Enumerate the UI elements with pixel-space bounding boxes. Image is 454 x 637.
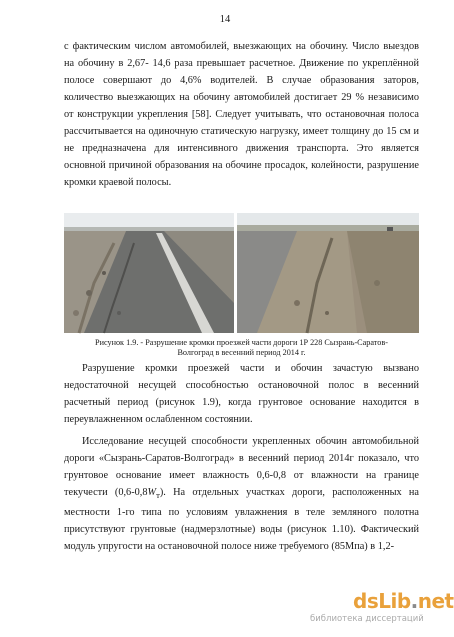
paragraph-3-part-1: Исследование несущей способности укрепленных обочин автомобильной дороги «Сызрань-Саратов-Волгоград» в весенний период 2014г показало, что грунтовое основание имеет влажность 0,6-0,8 от влажности на границе текучести (0,6-0,8	[64, 436, 419, 498]
road-edge-photo-right	[237, 213, 419, 333]
road-edge-photo-left	[64, 213, 234, 333]
w-symbol: W	[147, 487, 157, 498]
road-photo-right	[237, 213, 419, 333]
paragraph-2-block	[64, 360, 419, 555]
watermark	[310, 589, 454, 624]
page-number: 14	[219, 14, 231, 25]
w-subscript: т	[156, 490, 160, 501]
paragraph-1-block	[64, 38, 419, 191]
road-photo-left	[64, 213, 234, 333]
watermark-subtitle: библиотека диссертаций	[310, 614, 424, 624]
paragraph-3	[64, 433, 419, 555]
caption-line-1: Рисунок 1.9. - Разрушение кромки проезжей части дороги 1Р 228 Сызрань-Саратов-	[95, 338, 388, 347]
watermark-logo: dsLib.net	[353, 589, 454, 613]
caption-line-2: Волгоград в весенний период 2014 г.	[177, 348, 306, 357]
paragraph-2: Разрушение кромки проезжей части и обочин зачастую вызвано недостаточной несущей способностью остановочной полос в весенний расчетный период (рисунок 1.9), когда грунтовое основание находится в переувлажненном ослабленном состоянии.	[64, 363, 419, 425]
paragraph-3-part-2: ). На отдельных участках дороги, расположенных на местности 1-го типа по условиям увлажнения в теле земляного полотна присутствуют грунтовые (надмерзлотные) воды (рисунок 1.10). Фактический модуль упругости на остановочной полосе ниже требуемого (85Мпа) в 1,2-	[64, 487, 419, 553]
paragraph-1: с фактическим числом автомобилей, выезжающих на обочину. Число выездов на обочину в 2,67- 14,6 раза превышает расчетное. Движение по укреплённой полосе совершают до 4,6% водителей. В случае образования заторов, количество выезжающих на обочину автомобилей достигает 29 % независимо от конструкции укрепления [58]. Следует учитывать, что остановочная полоса рассчитывается на одиночную статическую нагрузку, имеет толщину до 15 см и не предназначена для интенсивного движения транспорта. Это является основной причиной образования на обочине просадок, колейности, разрушение кромки краевой полосы.	[64, 41, 419, 188]
figure-caption	[64, 338, 419, 358]
